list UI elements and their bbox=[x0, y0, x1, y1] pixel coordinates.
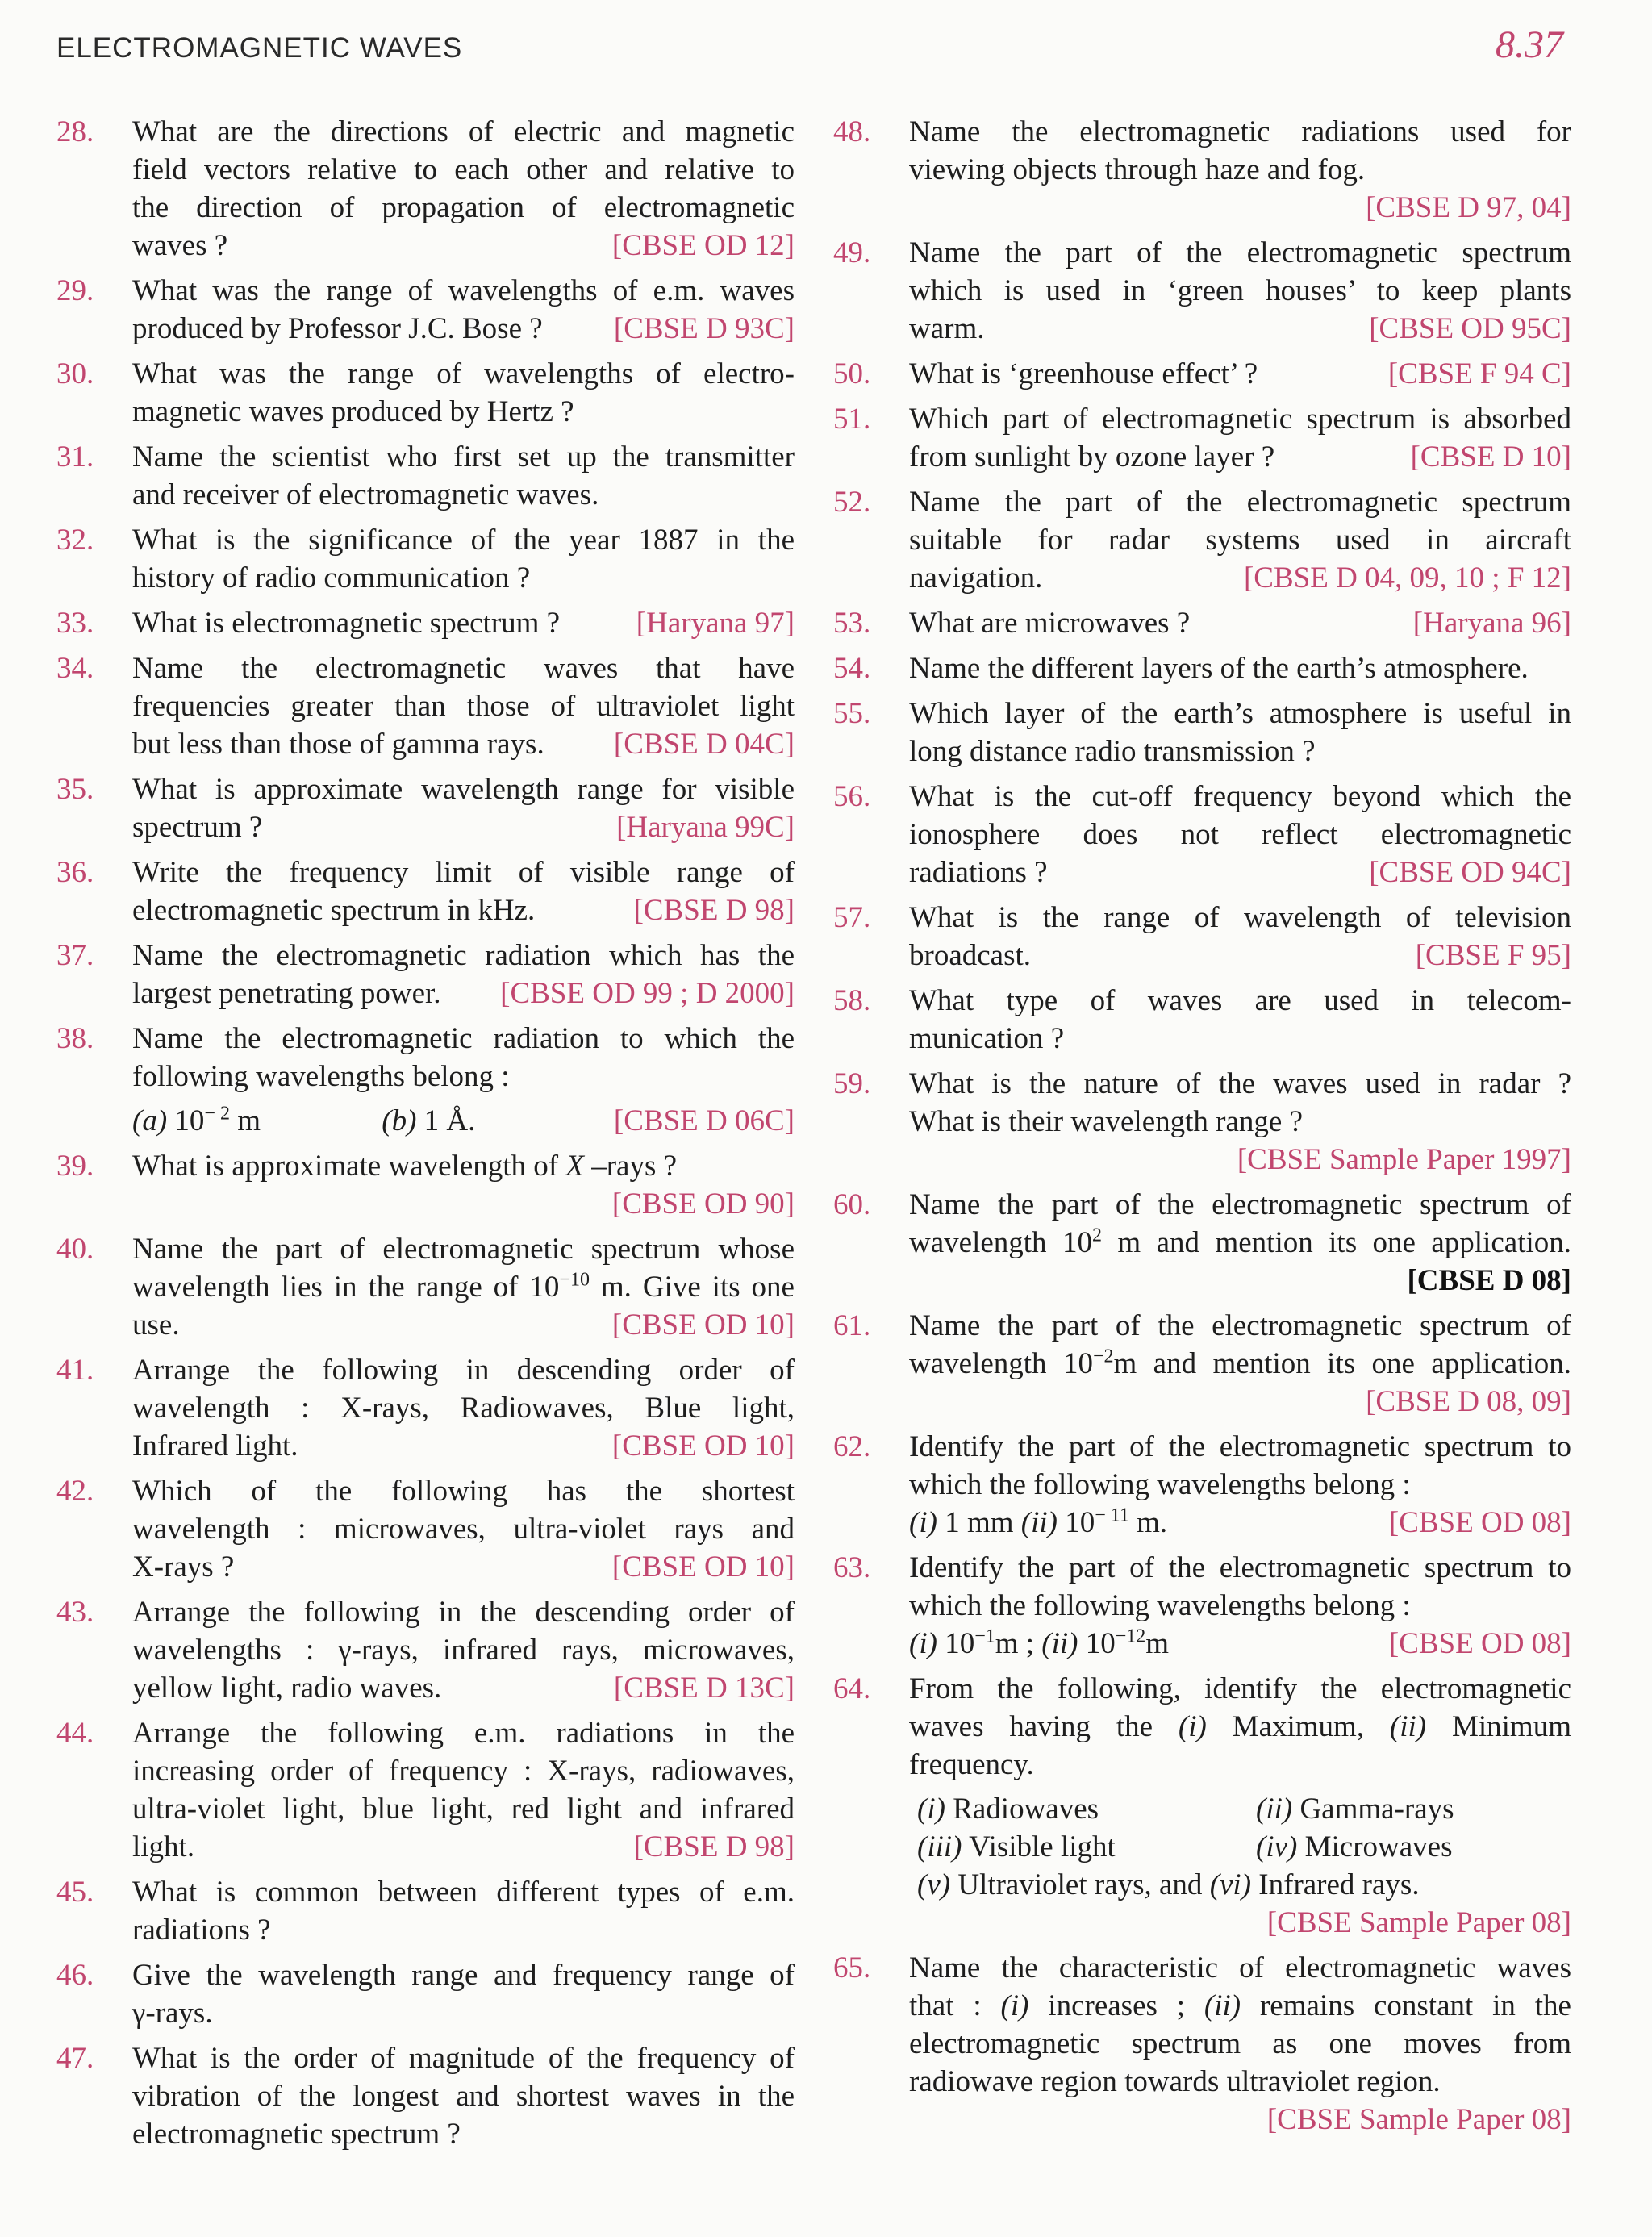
question-text: Give the wavelength range and frequency range of γ-rays. bbox=[132, 1959, 795, 2030]
question-number: 57. bbox=[833, 901, 871, 934]
source-tag: [CBSE OD 90] bbox=[611, 1187, 795, 1221]
question-text: Name the scientist who first set up the transmitter and receiver of electromagnetic waves. bbox=[132, 440, 795, 511]
question-59 bbox=[833, 1065, 1571, 1179]
question-33 bbox=[56, 604, 795, 642]
question-number: 39. bbox=[56, 1150, 94, 1183]
question-text: Write the frequency limit of visible range of electromagnetic spectrum in kHz. [CBSE D 98] bbox=[132, 853, 795, 929]
question-number: 34. bbox=[56, 652, 94, 685]
question-text: Name the electromagnetic waves that have frequencies greater than those of ultraviolet light but less than those of gamma rays. [CBSE D 04C] bbox=[132, 649, 795, 763]
right-column bbox=[833, 113, 1571, 2146]
source-tag: [CBSE D 93C] bbox=[613, 312, 795, 345]
question-55 bbox=[833, 695, 1571, 770]
question-57 bbox=[833, 899, 1571, 975]
question-number: 51. bbox=[833, 403, 871, 436]
question-34 bbox=[56, 649, 795, 763]
question-49 bbox=[833, 234, 1571, 348]
source-tag: [CBSE Sample Paper 08] bbox=[1266, 2103, 1571, 2136]
chapter-title: ELECTROMAGNETIC WAVES bbox=[56, 32, 463, 64]
question-text: Name the electromagnetic radiation which has the largest penetrating power. [CBSE OD 99 ; D 2000] bbox=[132, 937, 795, 1012]
question-29 bbox=[56, 272, 795, 348]
question-60 bbox=[833, 1186, 1571, 1300]
question-number: 37. bbox=[56, 939, 94, 972]
source-tag: [CBSE D 04C] bbox=[613, 728, 795, 761]
question-text: Name the characteristic of electromagnetic waves that : (i) increases ; (ii) remains constant in the electromagnetic spectrum as one moves from radiowave region towards ultraviolet region. [CBSE Sample Paper 08] bbox=[909, 1951, 1571, 2136]
question-number: 32. bbox=[56, 524, 94, 557]
question-number: 43. bbox=[56, 1596, 94, 1629]
question-31 bbox=[56, 438, 795, 514]
question-text: From the following, identify the electromagnetic waves having the (i) Maximum, (ii) Minimum frequency. (i) Radiowaves (ii) Gamma-rays (iii) Visible light (iv) Microwaves (v) Ultraviolet rays, and (vi) Infrared rays. [CBSE Sample Paper 08] bbox=[909, 1672, 1571, 1939]
question-text: What is the nature of the waves used in radar ? What is their wavelength range ? [CBSE Sample Paper 1997] bbox=[909, 1067, 1571, 1176]
question-53 bbox=[833, 604, 1571, 642]
source-tag: [CBSE D 98] bbox=[633, 1830, 795, 1863]
question-number: 60. bbox=[833, 1188, 871, 1221]
question-number: 63. bbox=[833, 1551, 871, 1584]
question-58 bbox=[833, 982, 1571, 1058]
source-tag: [CBSE OD 08] bbox=[1388, 1627, 1571, 1660]
question-number: 41. bbox=[56, 1354, 94, 1387]
question-text: Name the part of the electromagnetic spectrum of wavelength $10^2$ m and mention its one application. [CBSE D 08] bbox=[909, 1188, 1572, 1297]
question-text: What is the cut-off frequency beyond which the ionosphere does not reflect electromagnetic radiations ? [CBSE OD 94C] bbox=[909, 778, 1571, 891]
question-44 bbox=[56, 1714, 795, 1866]
question-number: 55. bbox=[833, 697, 871, 730]
source-tag: [CBSE D 04, 09, 10 ; F 12] bbox=[1243, 561, 1571, 595]
question-number: 48. bbox=[833, 115, 871, 148]
source-tag: [CBSE D 08, 09] bbox=[1366, 1385, 1571, 1418]
question-43 bbox=[56, 1593, 795, 1707]
source-tag: [CBSE Sample Paper 08] bbox=[1266, 1906, 1571, 1939]
question-text: Arrange the following in the descending order of wavelengths : γ-rays, infrared rays, microwaves, yellow light, radio waves. [CBSE D 13C] bbox=[132, 1593, 795, 1707]
question-number: 35. bbox=[56, 773, 94, 806]
question-text: What is approximate wavelength range for visible spectrum ? [Haryana 99C] bbox=[132, 770, 795, 846]
question-text: Which of the following has the shortest wavelength : microwaves, ultra-violet rays and X-rays ? [CBSE OD 10] bbox=[132, 1472, 795, 1586]
source-tag: [CBSE D 97, 04] bbox=[1366, 191, 1571, 224]
option-b: (b) 1 Å. bbox=[382, 1104, 476, 1137]
question-number: 53. bbox=[833, 607, 871, 640]
left-column bbox=[56, 113, 795, 2160]
question-text: Name the part of the electromagnetic spectrum suitable for radar systems used in aircraft navigation. [CBSE D 04, 09, 10 ; F 12] bbox=[909, 483, 1571, 597]
source-tag: [CBSE D 08] bbox=[1407, 1264, 1571, 1297]
source-tag: [CBSE OD 10] bbox=[611, 1429, 795, 1463]
question-number: 38. bbox=[56, 1022, 94, 1055]
question-text: What are the directions of electric and magnetic field vectors relative to each other and relative to the direction of propagation of electromagnetic waves ? [CBSE OD 12] bbox=[132, 113, 795, 265]
question-number: 54. bbox=[833, 652, 871, 685]
question-51 bbox=[833, 400, 1571, 476]
source-tag: [Haryana 97] bbox=[636, 607, 795, 640]
source-tag: [CBSE OD 12] bbox=[611, 229, 795, 262]
question-number: 30. bbox=[56, 357, 94, 390]
option-a: (a) $10^{- 2}$ m bbox=[132, 1103, 261, 1137]
question-number: 49. bbox=[833, 236, 871, 269]
source-tag: [CBSE OD 10] bbox=[611, 1308, 795, 1342]
source-tag: [CBSE OD 95C] bbox=[1369, 312, 1571, 345]
question-number: 31. bbox=[56, 440, 94, 474]
page-number: 8.37 bbox=[1496, 23, 1563, 66]
question-text: Arrange the following e.m. radiations in the increasing order of frequency : X-rays, radiowaves, ultra-violet light, blue light, red light and infrared light. [CBSE D 98] bbox=[132, 1714, 795, 1866]
question-number: 52. bbox=[833, 486, 871, 519]
question-number: 44. bbox=[56, 1717, 94, 1750]
option-1: (i) Radiowaves bbox=[917, 1793, 1099, 1826]
question-50 bbox=[833, 355, 1571, 393]
question-number: 47. bbox=[56, 2042, 94, 2075]
question-number: 46. bbox=[56, 1959, 94, 1992]
question-42 bbox=[56, 1472, 795, 1586]
question-text: What was the range of wavelengths of electro- magnetic waves produced by Hertz ? bbox=[132, 357, 795, 428]
question-text: Name the electromagnetic radiation to which the following wavelengths belong : (a) $10^{- 2}$ m (b) 1 Å. [CBSE D 06C] bbox=[132, 1020, 795, 1140]
source-tag: [Haryana 99C] bbox=[616, 811, 795, 844]
question-text: Name the part of electromagnetic spectrum whose wavelength lies in the range of $10^{-10}$ m. Give its one use. [CBSE OD 10] bbox=[132, 1230, 795, 1344]
question-number: 40. bbox=[56, 1233, 94, 1266]
question-number: 50. bbox=[833, 357, 871, 390]
question-number: 28. bbox=[56, 115, 94, 148]
question-61 bbox=[833, 1307, 1571, 1421]
question-text: What type of waves are used in telecom- munication ? bbox=[909, 984, 1571, 1055]
question-number: 42. bbox=[56, 1475, 94, 1508]
question-text: Which part of electromagnetic spectrum is absorbed from sunlight by ozone layer ? [CBSE D 10] bbox=[909, 400, 1571, 476]
question-number: 56. bbox=[833, 780, 871, 813]
question-56 bbox=[833, 778, 1571, 891]
source-tag: [CBSE D 98] bbox=[633, 894, 795, 927]
source-tag: [CBSE D 06C] bbox=[613, 1104, 795, 1137]
question-40 bbox=[56, 1230, 795, 1344]
question-text: What is the order of magnitude of the frequency of vibration of the longest and shortest waves in the electromagnetic spectrum ? bbox=[132, 2042, 795, 2151]
source-tag: [CBSE Sample Paper 1997] bbox=[1237, 1143, 1571, 1176]
source-tag: [CBSE F 94 C] bbox=[1387, 357, 1571, 390]
question-text: What was the range of wavelengths of e.m. waves produced by Professor J.C. Bose ? [CBSE D 93C] bbox=[132, 272, 795, 348]
source-tag: [Haryana 96] bbox=[1412, 607, 1571, 640]
question-text: What is the significance of the year 1887 in the history of radio communication ? bbox=[132, 524, 795, 595]
source-tag: [CBSE OD 94C] bbox=[1369, 856, 1571, 889]
question-text: What is ‘greenhouse effect’ ? [CBSE F 94 C] bbox=[909, 355, 1571, 393]
question-64 bbox=[833, 1670, 1571, 1942]
question-30 bbox=[56, 355, 795, 431]
question-62 bbox=[833, 1428, 1571, 1542]
question-48 bbox=[833, 113, 1571, 227]
question-52 bbox=[833, 483, 1571, 597]
question-text: Which layer of the earth’s atmosphere is useful in long distance radio transmission ? bbox=[909, 697, 1571, 768]
question-35 bbox=[56, 770, 795, 846]
question-number: 29. bbox=[56, 274, 94, 307]
question-65 bbox=[833, 1949, 1571, 2139]
question-number: 33. bbox=[56, 607, 94, 640]
question-text: Name the different layers of the earth’s atmosphere. bbox=[909, 652, 1529, 685]
question-number: 36. bbox=[56, 856, 94, 889]
source-tag: [CBSE D 13C] bbox=[613, 1671, 795, 1705]
source-tag: [CBSE OD 08] bbox=[1388, 1506, 1571, 1539]
question-text: What is electromagnetic spectrum ? [Haryana 97] bbox=[132, 604, 795, 642]
source-tag: [CBSE D 10] bbox=[1410, 440, 1571, 474]
question-47 bbox=[56, 2039, 795, 2153]
question-63 bbox=[833, 1549, 1571, 1663]
question-text: What is common between different types of e.m. radiations ? bbox=[132, 1876, 795, 1947]
question-28 bbox=[56, 113, 795, 265]
question-text: Arrange the following in descending order of wavelength : X-rays, Radiowaves, Blue light, Infrared light. [CBSE OD 10] bbox=[132, 1351, 795, 1465]
source-tag: [CBSE F 95] bbox=[1415, 939, 1571, 972]
question-39 bbox=[56, 1147, 795, 1223]
option-2: (ii) Gamma-rays bbox=[1256, 1793, 1454, 1826]
question-text: Name the part of the electromagnetic spectrum of wavelength $10^{-2}m$ and mention its one application. [CBSE D 08, 09] bbox=[909, 1309, 1571, 1418]
question-36 bbox=[56, 853, 795, 929]
question-38 bbox=[56, 1020, 795, 1140]
options-list bbox=[909, 1790, 1571, 1866]
question-46 bbox=[56, 1956, 795, 2032]
question-45 bbox=[56, 1873, 795, 1949]
question-text: Name the electromagnetic radiations used for viewing objects through haze and fog. [CBSE D 97, 04] bbox=[909, 115, 1571, 224]
question-32 bbox=[56, 521, 795, 597]
question-41 bbox=[56, 1351, 795, 1465]
question-number: 59. bbox=[833, 1067, 871, 1100]
option-5-6: (v) Ultraviolet rays, and (vi) Infrared rays. bbox=[917, 1868, 1420, 1901]
question-number: 62. bbox=[833, 1430, 871, 1463]
source-tag: [CBSE OD 10] bbox=[611, 1550, 795, 1584]
option-3: (iii) Visible light bbox=[917, 1830, 1116, 1863]
source-tag: [CBSE OD 99 ; D 2000] bbox=[500, 977, 795, 1010]
question-54 bbox=[833, 649, 1571, 687]
question-number: 61. bbox=[833, 1309, 871, 1342]
question-text: What is approximate wavelength of X –rays ? [CBSE OD 90] bbox=[132, 1150, 795, 1221]
question-number: 58. bbox=[833, 984, 871, 1017]
option-4: (iv) Microwaves bbox=[1256, 1830, 1453, 1863]
question-37 bbox=[56, 937, 795, 1012]
question-text: Identify the part of the electromagnetic spectrum to which the following wavelengths belong : (i) $10^{-1}m$ ; (ii) $10^{-12}m$ [CBSE OD 08] bbox=[909, 1549, 1571, 1663]
question-text: What are microwaves ? [Haryana 96] bbox=[909, 604, 1571, 642]
question-text: Identify the part of the electromagnetic spectrum to which the following wavelengths belong : (i) 1 mm (ii) $10^{- 11}$ m. [CBSE OD 08] bbox=[909, 1428, 1571, 1542]
question-number: 45. bbox=[56, 1876, 94, 1909]
question-text: What is the range of wavelength of television broadcast. [CBSE F 95] bbox=[909, 899, 1571, 975]
question-number: 64. bbox=[833, 1672, 871, 1705]
question-text: Name the part of the electromagnetic spectrum which is used in ‘green houses’ to keep plants warm. [CBSE OD 95C] bbox=[909, 234, 1571, 348]
question-number: 65. bbox=[833, 1951, 871, 1985]
